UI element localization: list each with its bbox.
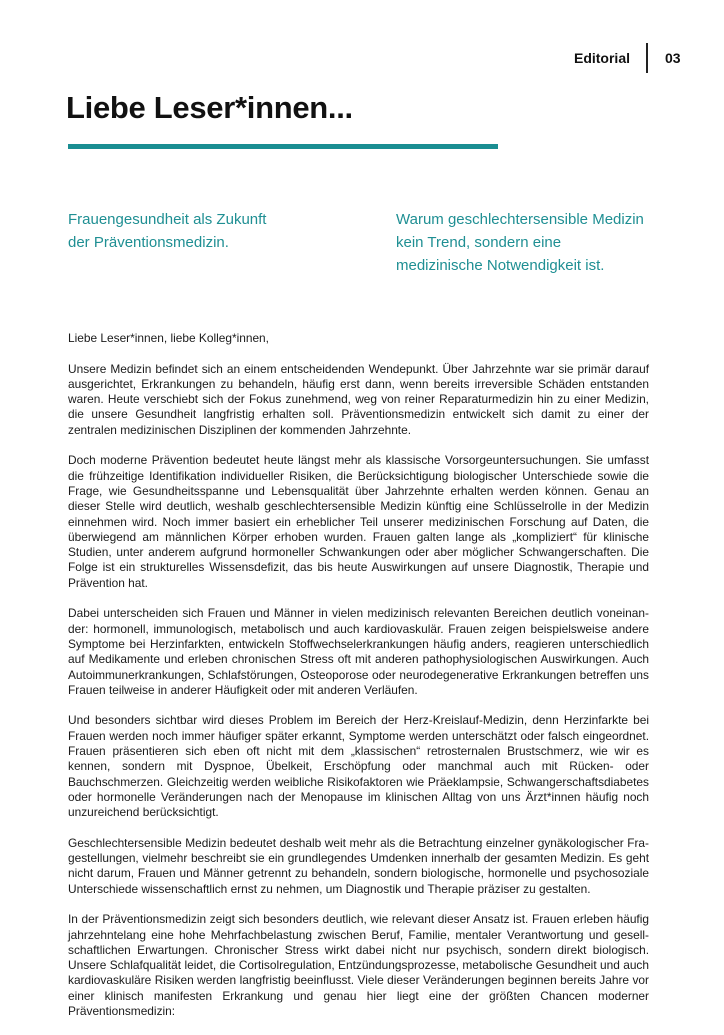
body-paragraph: Geschlechtersensible Medizin bedeutet deshalb weit mehr als die Betrachtung einzelner gynäkologischer Fragestellungen, vielmehr beschreibt sie ein grundlegendes Umdenken innerhalb der gesamten Medizin. Es geht nicht darum, Frauen und Männer getrennt zu behandeln, sondern biologische, hormonelle und psychosoziale Unterschiede wissenschaftlich ernst zu nehmen, um Diagnostik und Therapie präziser zu gestalten.	[68, 835, 649, 896]
header-divider	[646, 43, 648, 73]
article-body	[68, 331, 649, 1035]
salutation: Liebe Leser*innen, liebe Kolleg*innen,	[68, 331, 269, 345]
lead-left-line: der Präventionsmedizin.	[68, 234, 229, 251]
body-paragraph: Unsere Medizin befindet sich an einem entscheidenden Wendepunkt. Über Jahrzehnte war sie primär darauf ausgerichtet, Erkrankungen zu behandeln, häufig erst dann, wenn bereits irreversible Schäden entstanden waren. Heute verschiebt sich der Fokus zunehmend, weg von reiner Reparaturmedizin hin zu einer Medizin, die unsere Gesundheit langfristig erhalten soll. Präventionsmedizin entwickelt sich damit zu einer der zentralen medizinischen Disziplinen der kommenden Jahrzehnte.	[68, 361, 649, 437]
body-paragraph: In der Präventionsmedizin zeigt sich besonders deutlich, wie relevant dieser Ansatz ist. Frauen erleben häufig jahrzehntelang eine hohe Mehrfachbelastung zwischen Beruf, Familie, mentaler Verantwortung und gesellschaftlichen Erwartungen. Chronischer Stress wirkt dabei nicht nur psychisch, sondern direkt biologisch. Unsere Schlafqualität leidet, die Cortisolregulation, Entzündungsprozesse, metabolische Gesundheit und auch kardiovaskuläre Risiken werden langfristig beeinflusst. Viele dieser Veränderungen beginnen bereits Jahre vor einer klinisch manifesten Erkrankung und genau hier liegt eine der größten Chancen moderner Präventionsmedizin:	[68, 912, 649, 1019]
lead-right-line: kein Trend, sondern eine	[396, 234, 562, 251]
section-label: Editorial	[573, 50, 630, 66]
page-number: 03	[665, 50, 681, 66]
lead-right-line: medizinische Notwendigkeit ist.	[396, 257, 605, 274]
lead-right	[396, 208, 666, 277]
lead-left-line: Frauengesundheit als Zukunft	[68, 211, 267, 228]
body-paragraph: Dabei unterscheiden sich Frauen und Männer in vielen medizinisch relevanten Bereichen deutlich voneinander: hormonell, immunologisch, metabolisch und auch kardiovaskulär. Frauen zeigen beispielsweise andere Symptome bei Herzinfarkten, entwickeln Stoffwechselerkrankungen häufig anders, reagieren unterschiedlich auf Medikamente und erleben chronischen Stress oft mit anderen pathophysiologischen Auswirkungen. Auch Autoimmunerkrankungen, Schlafstörungen, Osteoporose oder neurodegenerative Erkrankungen betreffen uns Frauen teilweise in anderer Häufigkeit oder mit anderen Verläufen.	[68, 606, 649, 697]
body-paragraph: Und besonders sichtbar wird dieses Problem im Bereich der Herz-Kreislauf-Medizin, denn Herzinfarkte bei Frauen werden noch immer häufiger später erkannt, Symptome werden unterschätzt oder falsch eingeordnet. Frauen präsentieren sich eben oft nicht mit dem „klassischen“ retrosternalen Brustschmerz, wie wir es kennen, sondern mit Dyspnoe, Übelkeit, Erschöpfung oder manchmal auch mit Rücken- oder Bauchschmerzen. Gleichzeitig werden weibliche Risikofaktoren wie Präeklampsie, Schwangerschaftsdiabetes oder hormonelle Veränderungen nach der Menopause im klinischen Alltag von uns Ärzt*innen häufig noch unzureichend berücksichtigt.	[68, 713, 649, 820]
title-underline-rule	[68, 144, 498, 149]
lead-right-line: Warum geschlechtersensible Medizin	[396, 211, 644, 228]
page-title: Liebe Leser*innen...	[66, 90, 353, 125]
lead-left	[68, 208, 328, 254]
body-paragraph: Doch moderne Prävention bedeutet heute längst mehr als klassische Vorsorgeuntersuchungen. Sie umfasst die frühzeitige Identifikation individueller Risiken, die Berücksichtigung biologischer Unterschiede sowie die Frage, wie Gesundheitsspanne und Lebensqualität über Jahrzehnte erhalten werden können. Genau an dieser Stelle wird deutlich, weshalb geschlechtersensible Medizin künftig eine Schlüsselrolle in der Medizin einnehmen wird. Noch immer basiert ein erheblicher Teil unserer medizinischen Forschung auf Daten, die überwiegend am männlichen Körper erhoben wurden. Frauen galten lange als „kompliziert“ für klinische Studien, unter anderem aufgrund hormoneller Schwankungen oder aber möglicher Schwangerschaften. Die Folge ist ein strukturelles Wissensdefizit, das bis heute Auswirkungen auf unsere Diagnostik, Therapie und Prävention hat.	[68, 453, 649, 590]
